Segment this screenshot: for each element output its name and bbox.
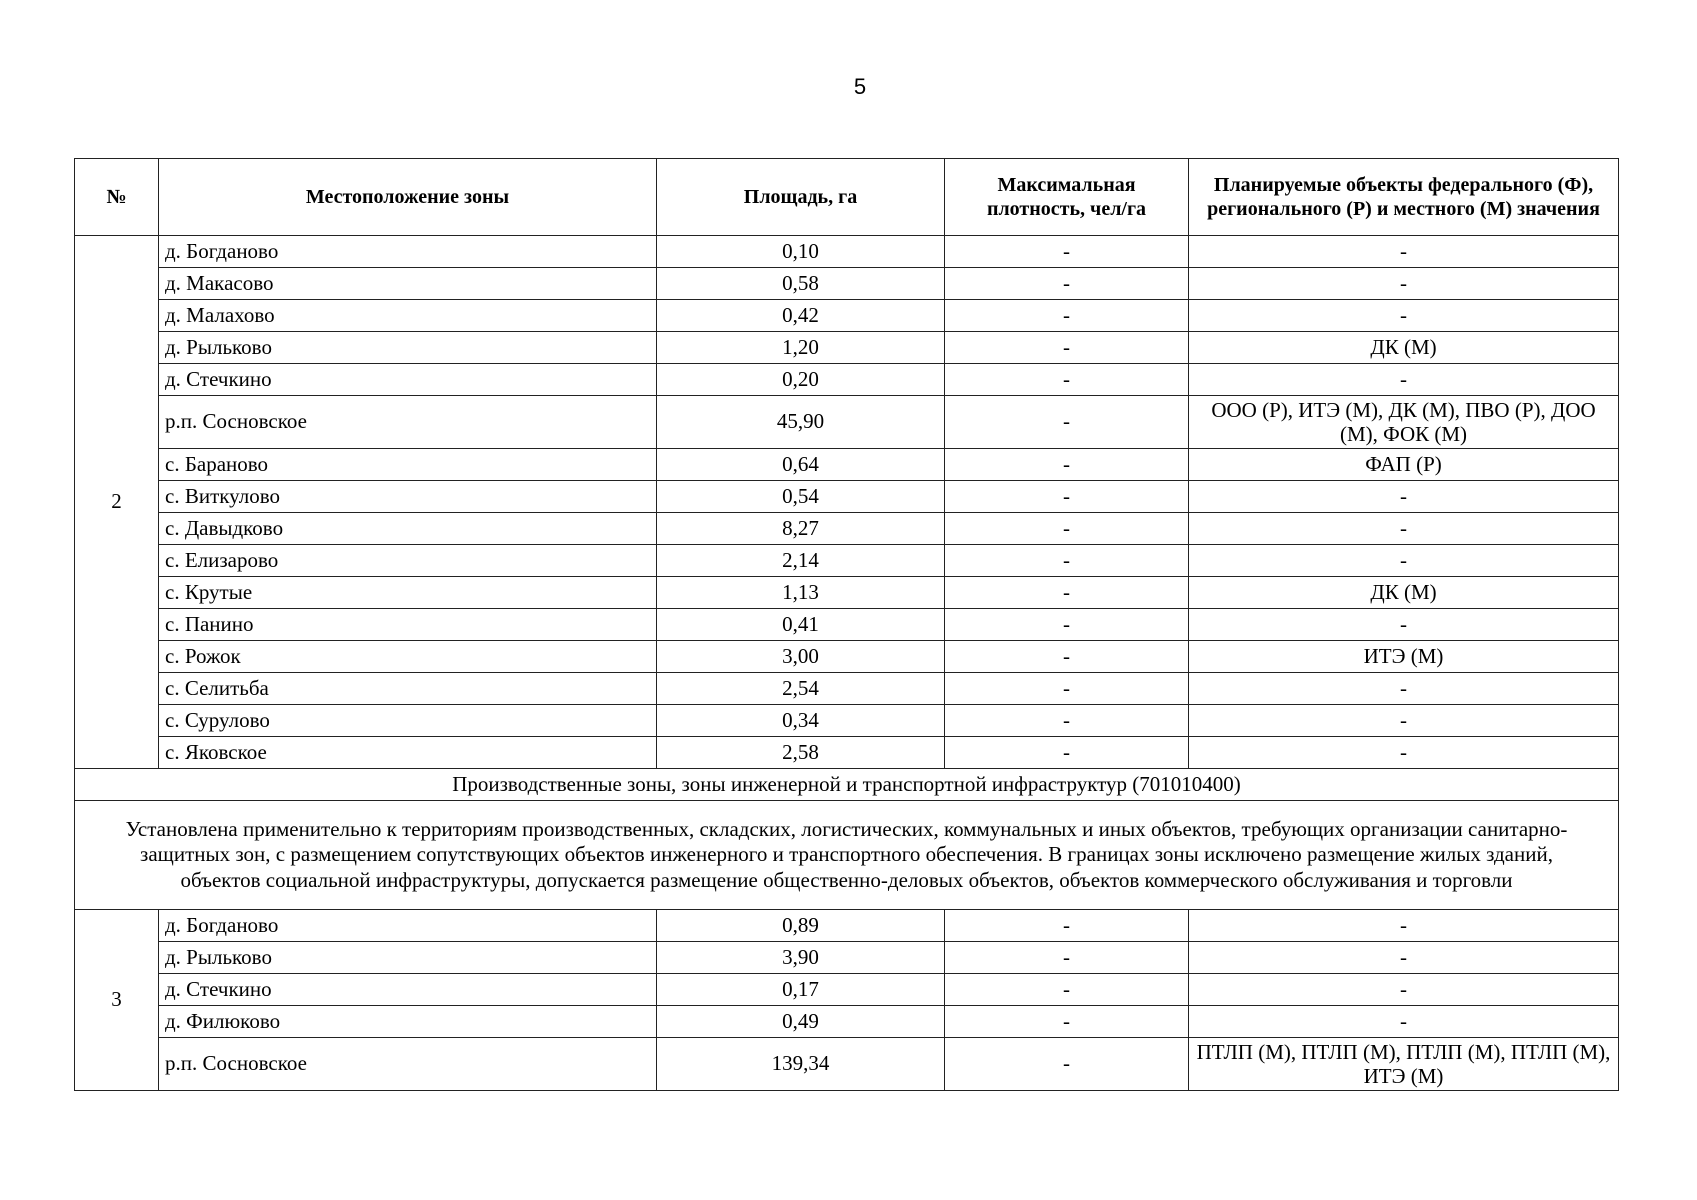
density-cell: - — [945, 737, 1189, 769]
area-cell: 0,10 — [657, 236, 945, 268]
location-cell: с. Панино — [159, 609, 657, 641]
density-cell: - — [945, 641, 1189, 673]
area-cell: 45,90 — [657, 396, 945, 449]
area-cell: 1,20 — [657, 332, 945, 364]
table-row — [75, 364, 1619, 396]
table-row — [75, 545, 1619, 577]
objects-cell: - — [1189, 236, 1619, 268]
page-number: 5 — [853, 74, 867, 99]
objects-cell: ПТЛП (М), ПТЛП (М), ПТЛП (М), ПТЛП (М), ИТЭ (М) — [1189, 1038, 1619, 1091]
area-cell: 139,34 — [657, 1038, 945, 1091]
density-cell: - — [945, 1038, 1189, 1091]
area-cell: 0,89 — [657, 910, 945, 942]
table-row — [75, 481, 1619, 513]
table-row — [75, 910, 1619, 942]
location-cell: д. Макасово — [159, 268, 657, 300]
location-cell: с. Бараново — [159, 449, 657, 481]
header-area: Площадь, га — [657, 159, 945, 236]
table-row — [75, 236, 1619, 268]
density-cell: - — [945, 545, 1189, 577]
table-row — [75, 577, 1619, 609]
density-cell: - — [945, 577, 1189, 609]
table-row — [75, 609, 1619, 641]
location-cell: д. Рыльково — [159, 942, 657, 974]
table-row — [75, 300, 1619, 332]
objects-cell: - — [1189, 300, 1619, 332]
density-cell: - — [945, 910, 1189, 942]
density-cell: - — [945, 481, 1189, 513]
objects-cell: - — [1189, 513, 1619, 545]
area-cell: 8,27 — [657, 513, 945, 545]
location-cell: с. Сурулово — [159, 705, 657, 737]
density-cell: - — [945, 364, 1189, 396]
table-row — [75, 974, 1619, 1006]
area-cell: 3,00 — [657, 641, 945, 673]
table-row — [75, 1006, 1619, 1038]
location-cell: с. Давыдково — [159, 513, 657, 545]
density-cell: - — [945, 513, 1189, 545]
table-row — [75, 737, 1619, 769]
location-cell: с. Селитьба — [159, 673, 657, 705]
objects-cell: - — [1189, 481, 1619, 513]
table-row — [75, 396, 1619, 449]
table-row — [75, 942, 1619, 974]
location-cell: с. Крутые — [159, 577, 657, 609]
area-cell: 2,54 — [657, 673, 945, 705]
density-cell: - — [945, 705, 1189, 737]
table-row — [75, 513, 1619, 545]
table-body — [75, 236, 1619, 1091]
location-cell: с. Яковское — [159, 737, 657, 769]
density-cell: - — [945, 609, 1189, 641]
location-cell: с. Виткулово — [159, 481, 657, 513]
objects-cell: ДК (М) — [1189, 577, 1619, 609]
location-cell: д. Филюково — [159, 1006, 657, 1038]
objects-cell: - — [1189, 737, 1619, 769]
section-title: Производственные зоны, зоны инженерной и транспортной инфраструктур (701010400) — [75, 769, 1619, 801]
location-cell: д. Стечкино — [159, 364, 657, 396]
area-cell: 2,14 — [657, 545, 945, 577]
area-cell: 0,58 — [657, 268, 945, 300]
table-row — [75, 268, 1619, 300]
table-row — [75, 449, 1619, 481]
header-density: Максимальная плотность, чел/га — [945, 159, 1189, 236]
table-row — [75, 673, 1619, 705]
density-cell: - — [945, 673, 1189, 705]
location-cell: с. Елизарово — [159, 545, 657, 577]
zones-table — [74, 158, 1619, 1091]
header-objects: Планируемые объекты федерального (Ф), регионального (Р) и местного (М) значения — [1189, 159, 1619, 236]
table-row — [75, 641, 1619, 673]
density-cell: - — [945, 1006, 1189, 1038]
header-location: Местоположение зоны — [159, 159, 657, 236]
table-row — [75, 332, 1619, 364]
area-cell: 0,64 — [657, 449, 945, 481]
objects-cell: ДК (М) — [1189, 332, 1619, 364]
table-row — [75, 1038, 1619, 1091]
density-cell: - — [945, 332, 1189, 364]
location-cell: р.п. Сосновское — [159, 396, 657, 449]
zone-number-cell: 2 — [75, 236, 159, 769]
objects-cell: - — [1189, 364, 1619, 396]
zone-number-cell: 3 — [75, 910, 159, 1091]
objects-cell: ИТЭ (М) — [1189, 641, 1619, 673]
location-cell: д. Стечкино — [159, 974, 657, 1006]
area-cell: 1,13 — [657, 577, 945, 609]
area-cell: 0,20 — [657, 364, 945, 396]
density-cell: - — [945, 268, 1189, 300]
objects-cell: - — [1189, 910, 1619, 942]
density-cell: - — [945, 449, 1189, 481]
area-cell: 0,41 — [657, 609, 945, 641]
objects-cell: ООО (Р), ИТЭ (М), ДК (М), ПВО (Р), ДОО (М), ФОК (М) — [1189, 396, 1619, 449]
area-cell: 0,42 — [657, 300, 945, 332]
table-header-row — [75, 159, 1619, 236]
area-cell: 3,90 — [657, 942, 945, 974]
objects-cell: ФАП (Р) — [1189, 449, 1619, 481]
area-cell: 0,54 — [657, 481, 945, 513]
objects-cell: - — [1189, 673, 1619, 705]
section-title-row — [75, 769, 1619, 801]
location-cell: д. Богданово — [159, 910, 657, 942]
objects-cell: - — [1189, 1006, 1619, 1038]
area-cell: 0,34 — [657, 705, 945, 737]
density-cell: - — [945, 236, 1189, 268]
density-cell: - — [945, 396, 1189, 449]
location-cell: р.п. Сосновское — [159, 1038, 657, 1091]
header-number: № — [75, 159, 159, 236]
objects-cell: - — [1189, 705, 1619, 737]
table-row — [75, 705, 1619, 737]
objects-cell: - — [1189, 545, 1619, 577]
density-cell: - — [945, 942, 1189, 974]
location-cell: д. Малахово — [159, 300, 657, 332]
objects-cell: - — [1189, 268, 1619, 300]
area-cell: 2,58 — [657, 737, 945, 769]
location-cell: с. Рожок — [159, 641, 657, 673]
section-description: Установлена применительно к территориям производственных, складских, логистических, коммунальных и иных объектов, требующих организации санитарно-защитных зон, с размещением сопутствующих объектов инженерного и транспортного обеспечения. В границах зоны исключено размещение жилых зданий, объектов социальной инфраструктуры, допускается размещение общественно-деловых объектов, объектов коммерческого обслуживания и торговли — [75, 801, 1619, 910]
area-cell: 0,49 — [657, 1006, 945, 1038]
location-cell: д. Рыльково — [159, 332, 657, 364]
area-cell: 0,17 — [657, 974, 945, 1006]
location-cell: д. Богданово — [159, 236, 657, 268]
objects-cell: - — [1189, 609, 1619, 641]
objects-cell: - — [1189, 974, 1619, 1006]
density-cell: - — [945, 974, 1189, 1006]
objects-cell: - — [1189, 942, 1619, 974]
section-description-row — [75, 801, 1619, 910]
density-cell: - — [945, 300, 1189, 332]
